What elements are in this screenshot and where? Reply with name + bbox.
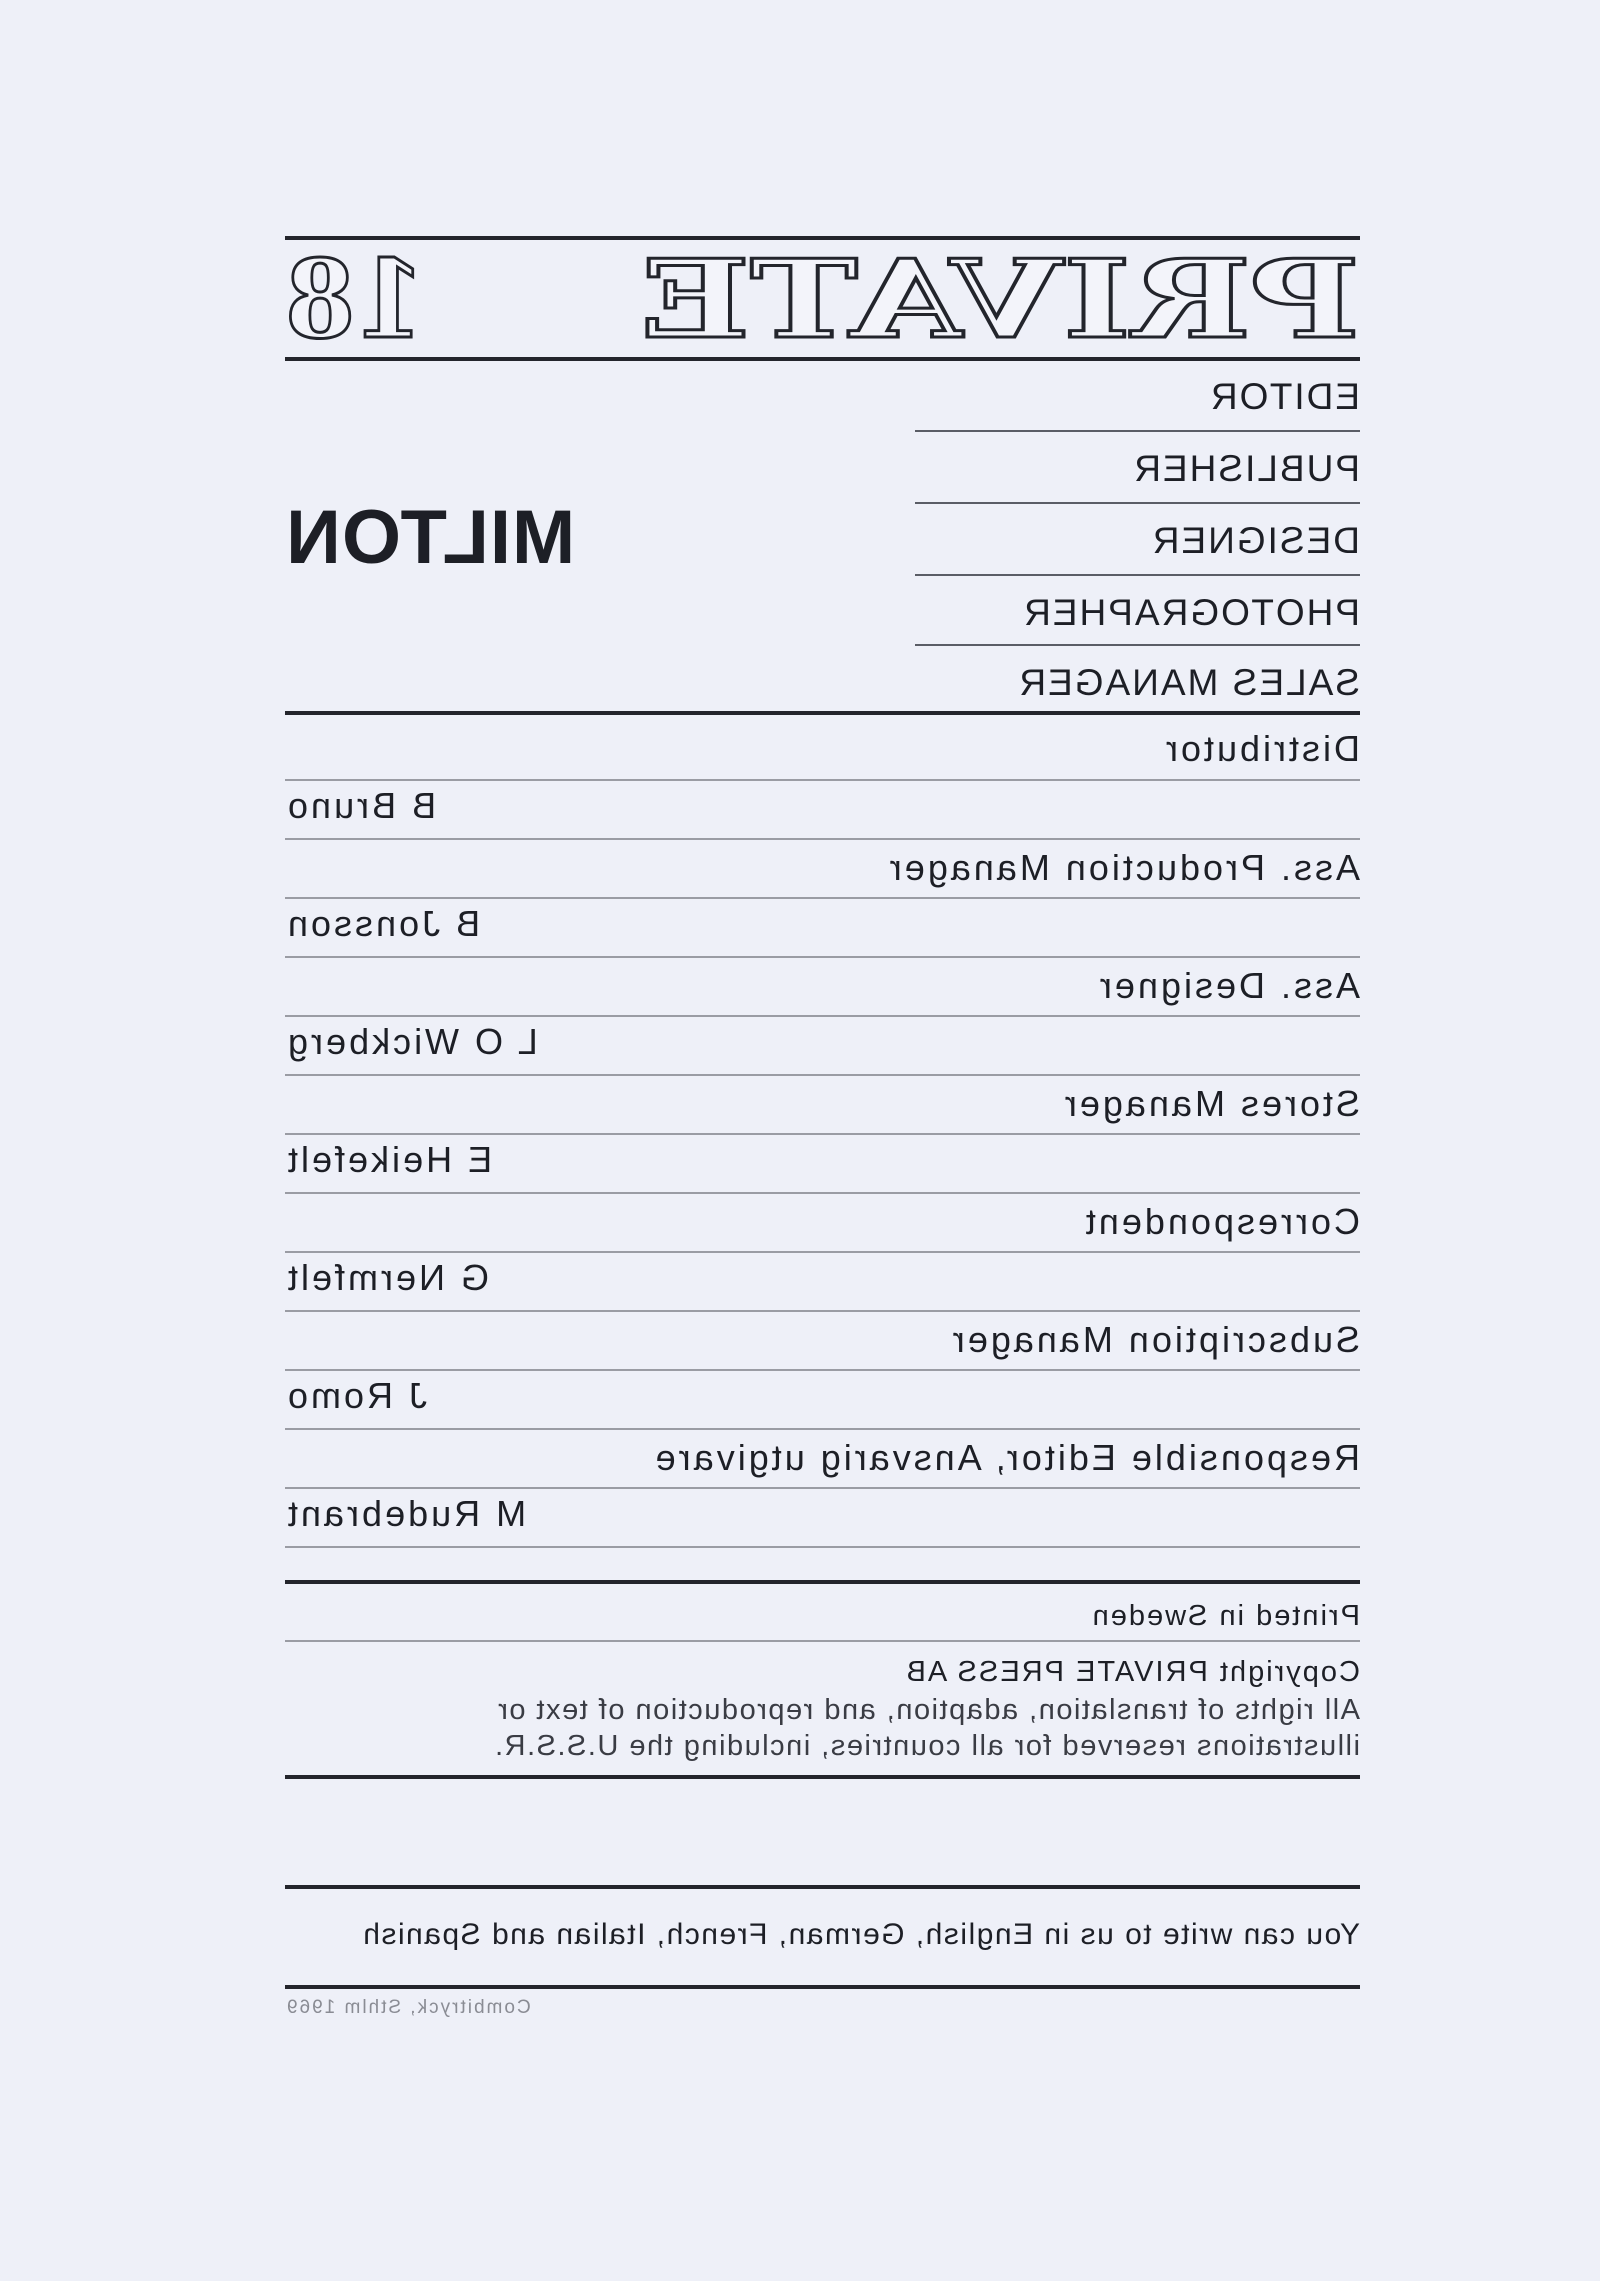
printed-in: Printed in Sweden	[1090, 1600, 1360, 1632]
credit-divider	[285, 1310, 1360, 1312]
rights-rule	[285, 1775, 1360, 1779]
credit-divider	[285, 1015, 1360, 1017]
credit-divider	[285, 1369, 1360, 1371]
role-divider	[915, 644, 1360, 646]
credit-divider	[285, 1192, 1360, 1194]
role-divider	[915, 574, 1360, 576]
rights-line: illustrations reserved for all countries, including the U.S.S.R.	[493, 1730, 1360, 1762]
credit-divider	[285, 1487, 1360, 1489]
credit-divider	[285, 1133, 1360, 1135]
masthead-rule	[285, 357, 1360, 361]
credit-label: Correspondent	[1082, 1201, 1360, 1242]
credit-label: Responsible Editor, Ansvarig utgivare	[652, 1437, 1360, 1478]
printer-credit: Combitryck, Sthlm 1969	[285, 1997, 531, 2018]
role-designer: DESIGNER	[1150, 520, 1360, 561]
credit-value: B Bruno	[285, 785, 437, 826]
credit-divider	[285, 1251, 1360, 1253]
credit-value: G Nermfelt	[285, 1257, 490, 1298]
footer-rule	[285, 1580, 1360, 1584]
staff-rule	[285, 711, 1360, 715]
languages-note: You can write to us in English, German, French, Italian and Spanish	[361, 1918, 1360, 1951]
credit-label: Subscription Manager	[949, 1319, 1360, 1360]
languages-top-rule	[285, 1885, 1360, 1889]
credit-value: B Jonsson	[285, 903, 481, 944]
credit-label: Ass. Designer	[1096, 965, 1360, 1006]
credit-label: Distributor	[1162, 728, 1360, 769]
credit-value: J Romo	[285, 1375, 428, 1416]
credit-divider	[285, 897, 1360, 899]
top-rule	[285, 236, 1360, 240]
credit-value: M Rudebrant	[285, 1493, 527, 1534]
masthead	[285, 245, 1360, 350]
rights-notice	[285, 1692, 1360, 1764]
role-divider	[915, 430, 1360, 432]
credit-divider	[285, 1428, 1360, 1430]
credit-label: Ass. Production Manager	[886, 847, 1360, 888]
magazine-title: PRIVATE	[640, 245, 1360, 350]
credit-label: Stores Manager	[1061, 1083, 1360, 1124]
footer-divider	[285, 1640, 1360, 1642]
copyright: Copyright PRIVATE PRESS AB	[904, 1656, 1360, 1688]
languages-bottom-rule	[285, 1985, 1360, 1989]
staff-name: MILTON	[285, 495, 576, 580]
credit-divider	[285, 1546, 1360, 1548]
credit-divider	[285, 956, 1360, 958]
role-divider	[915, 502, 1360, 504]
credit-value: L O Wickberg	[285, 1021, 538, 1062]
masthead-svg	[285, 245, 1360, 350]
credit-divider	[285, 838, 1360, 840]
rights-line: All rights of translation, adaption, and reproduction of text or	[496, 1694, 1360, 1726]
role-photographer: PHOTOGRAPHER	[1022, 592, 1360, 633]
credit-divider	[285, 779, 1360, 781]
role-sales-manager: SALES MANAGER	[1017, 662, 1360, 703]
credit-divider	[285, 1074, 1360, 1076]
role-publisher: PUBLISHER	[1132, 448, 1360, 489]
issue-number: 18	[285, 245, 425, 350]
role-editor: EDITOR	[1208, 376, 1360, 417]
credit-value: E Heikefelt	[285, 1139, 493, 1180]
